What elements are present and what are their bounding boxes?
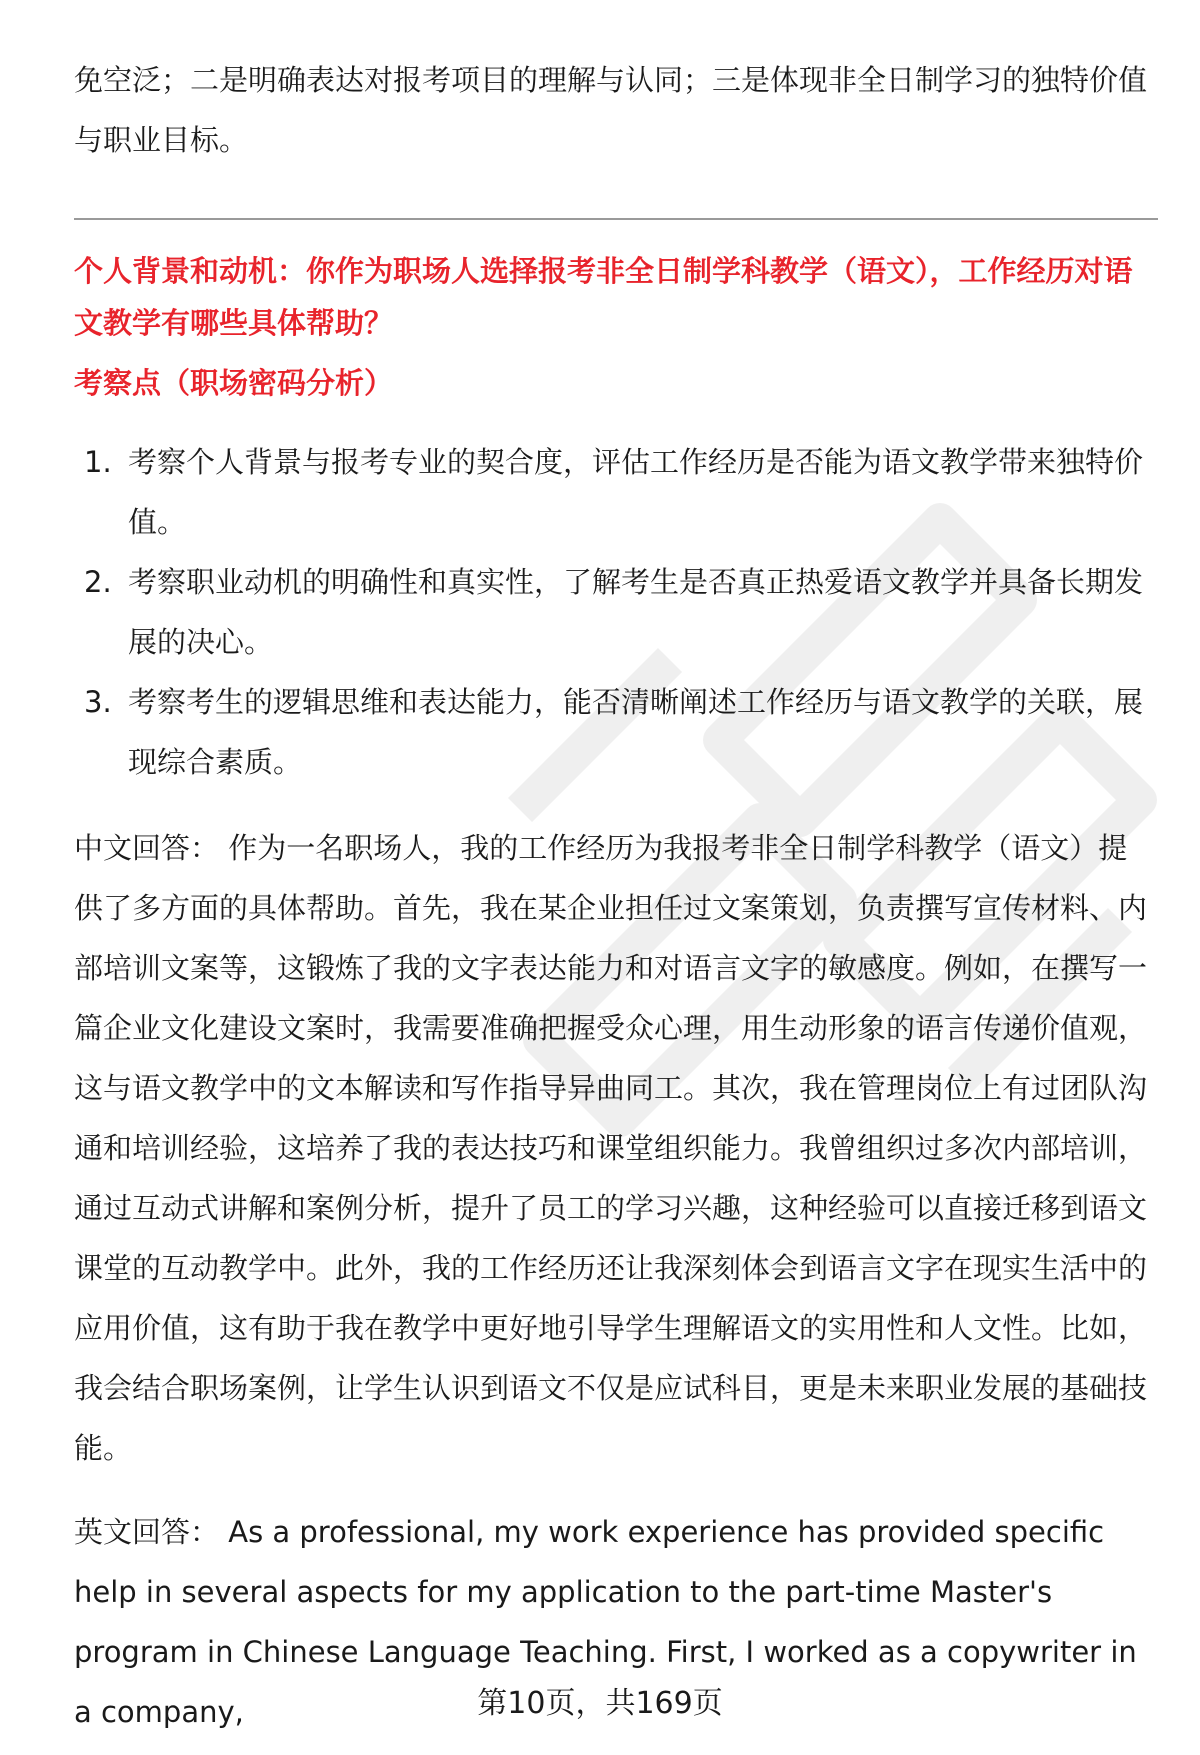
english-answer-label: 英文回答：: [74, 1515, 220, 1549]
list-item-number: 1.: [84, 445, 112, 479]
exam-points-title: 考察点（职场密码分析）: [74, 366, 394, 400]
intro-paragraph: 免空泛；二是明确表达对报考项目的理解与认同；三是体现非全日制学习的独特价值与职业目标。: [74, 63, 1148, 157]
list-item-number: 3.: [84, 685, 112, 719]
section-divider: [74, 218, 1158, 220]
question-title: 个人背景和动机：你作为职场人选择报考非全日制学科教学（语文），工作经历对语文教学有哪些具体帮助？: [74, 254, 1133, 340]
chinese-answer-text: 作为一名职场人，我的工作经历为我报考非全日制学科教学（语文）提供了多方面的具体帮助。首先，我在某企业担任过文案策划，负责撰写宣传材料、内部培训文案等，这锻炼了我的文字表达能力和对语言文字的敏感度。例如，在撰写一篇企业文化建设文案时，我需要准确把握受众心理，用生动形象的语言传递价值观，这与语文教学中的文本解读和写作指导异曲同工。其次，我在管理岗位上有过团队沟通和培训经验，这培养了我的表达技巧和课堂组织能力。我曾组织过多次内部培训，通过互动式讲解和案例分析，提升了员工的学习兴趣，这种经验可以直接迁移到语文课堂的互动教学中。此外，我的工作经历还让我深刻体会到语言文字在现实生活中的应用价值，这有助于我在教学中更好地引导学生理解语文的实用性和人文性。比如，我会结合职场案例，让学生认识到语文不仅是应试科目，更是未来职业发展的基础技能。: [74, 831, 1148, 1465]
chinese-answer-paragraph: [74, 818, 1154, 1478]
english-answer-text: As a professional, my work experience has provided specific help in several aspects for my application to the part-time Master's program in Chinese Language Teaching. First, I worked as a copywriter in a company,: [74, 1515, 1137, 1729]
list-item: [74, 552, 1158, 672]
chinese-answer-label: 中文回答：: [74, 831, 220, 865]
list-item: [74, 672, 1158, 792]
list-item: [74, 432, 1158, 552]
page-number-footer: 第10页，共169页: [477, 1686, 723, 1721]
exam-points-list: [74, 432, 1158, 792]
list-item-text: 考察个人背景与报考专业的契合度，评估工作经历是否能为语文教学带来独特价值。: [128, 445, 1144, 539]
list-item-text: 考察考生的逻辑思维和表达能力，能否清晰阐述工作经历与语文教学的关联，展现综合素质。: [128, 685, 1144, 779]
list-item-text: 考察职业动机的明确性和真实性，了解考生是否真正热爱语文教学并具备长期发展的决心。: [128, 565, 1144, 659]
list-item-number: 2.: [84, 565, 112, 599]
